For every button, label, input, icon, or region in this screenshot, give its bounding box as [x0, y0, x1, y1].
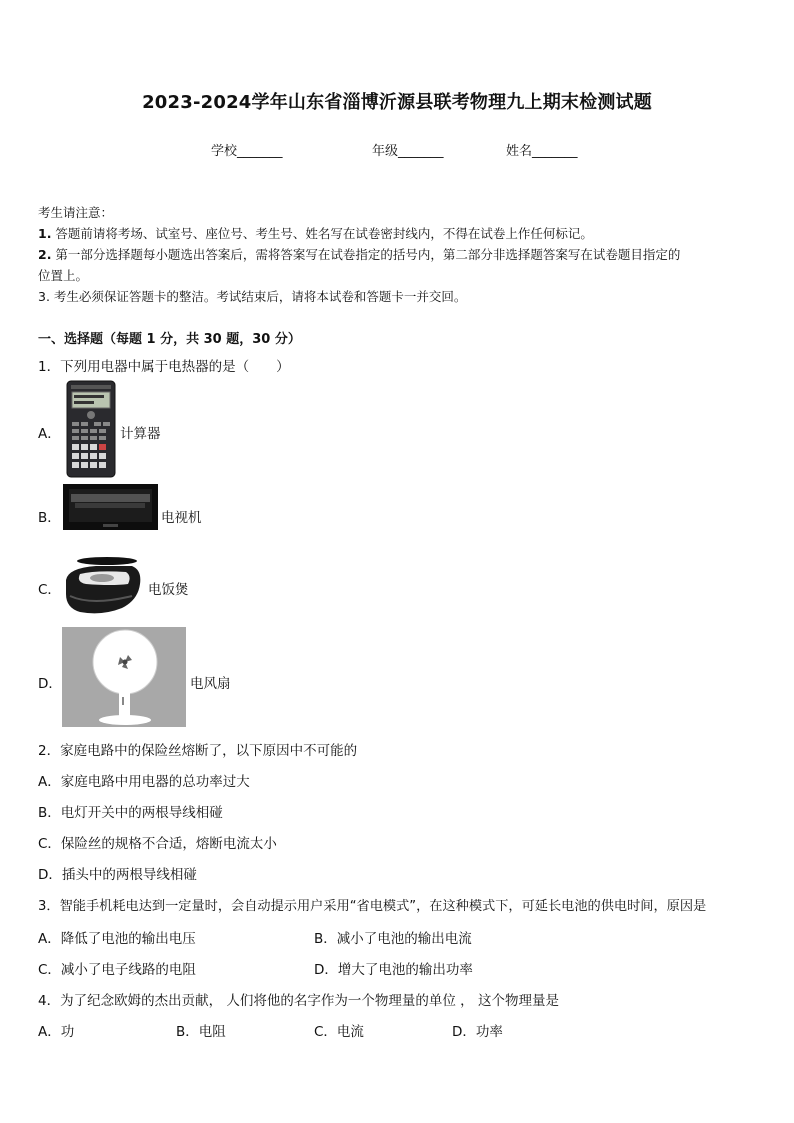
section-heading: 一、选择题（每题 1 分，共 30 题，30 分） — [38, 332, 301, 347]
q1-option-b-letter: B． — [38, 510, 61, 526]
question-2-stem: 2．家庭电路中的保险丝熔断了，以下原因中不可能的 — [38, 743, 358, 759]
q1-option-d-letter: D． — [38, 676, 62, 692]
q1-option-a-label: 计算器 — [120, 426, 161, 442]
q1-option-b-label: 电视机 — [161, 510, 202, 526]
note-item-1: 1. 答题前请将考场、试室号、座位号、考生号、姓名写在试卷密封线内，不得在试卷上作任何标记。 — [38, 226, 593, 241]
page-title: 2023-2024学年山东省淄博沂源县联考物理九上期末检测试题 — [142, 92, 652, 113]
q3-option-b: B．减小了电池的输出电流 — [314, 931, 472, 947]
q1-option-c-letter: C． — [38, 582, 61, 598]
q2-option-d: D．插头中的两根导线相碰 — [38, 867, 197, 883]
note-item-3: 3. 考生必须保证答题卡的整洁。考试结束后，请将本试卷和答题卡一并交回。 — [38, 289, 467, 304]
television-icon — [63, 484, 158, 530]
q4-option-d: D．功率 — [452, 1024, 503, 1040]
question-4-stem: 4．为了纪念欧姆的杰出贡献， 人们将他的名字作为一个物理量的单位 ， 这个物理量是 — [38, 993, 559, 1009]
q3-option-d: D．增大了电池的输出功率 — [314, 962, 473, 978]
q3-option-a: A．降低了电池的输出电压 — [38, 931, 196, 947]
question-1-stem: 1．下列用电器中属于电热器的是（ ） — [38, 359, 290, 375]
q3-option-c: C．减小了电子线路的电阻 — [38, 962, 196, 978]
electric-fan-icon — [62, 627, 186, 727]
note-item-2: 2. 第一部分选择题每小题选出答案后，需将答案写在试卷指定的括号内，第二部分非选择题答案写在试卷题目指定的 — [38, 247, 681, 262]
school-field: 学校_______ — [211, 144, 283, 159]
q1-option-a-letter: A． — [38, 426, 61, 442]
q2-option-b: B．电灯开关中的两根导线相碰 — [38, 805, 223, 821]
notes-heading: 考生请注意： — [38, 205, 114, 220]
calculator-icon — [66, 380, 116, 478]
q1-option-c-label: 电饭煲 — [148, 582, 189, 598]
question-3-stem: 3．智能手机耗电达到一定量时，会自动提示用户采用“省电模式”，在这种模式下，可延长电池的供电时间，原因是 — [38, 899, 707, 914]
q1-option-d-label: 电风扇 — [190, 676, 231, 692]
rice-cooker-icon — [62, 554, 144, 616]
q2-option-c: C．保险丝的规格不合适，熔断电流太小 — [38, 836, 277, 852]
q2-option-a: A．家庭电路中用电器的总功率过大 — [38, 774, 250, 790]
grade-field: 年级_______ — [372, 144, 444, 159]
q4-option-c: C．电流 — [314, 1024, 364, 1040]
q4-option-a: A．功 — [38, 1024, 75, 1040]
note-item-2-cont: 位置上。 — [38, 268, 89, 283]
q4-option-b: B．电阻 — [176, 1024, 226, 1040]
name-field: 姓名_______ — [506, 144, 578, 159]
